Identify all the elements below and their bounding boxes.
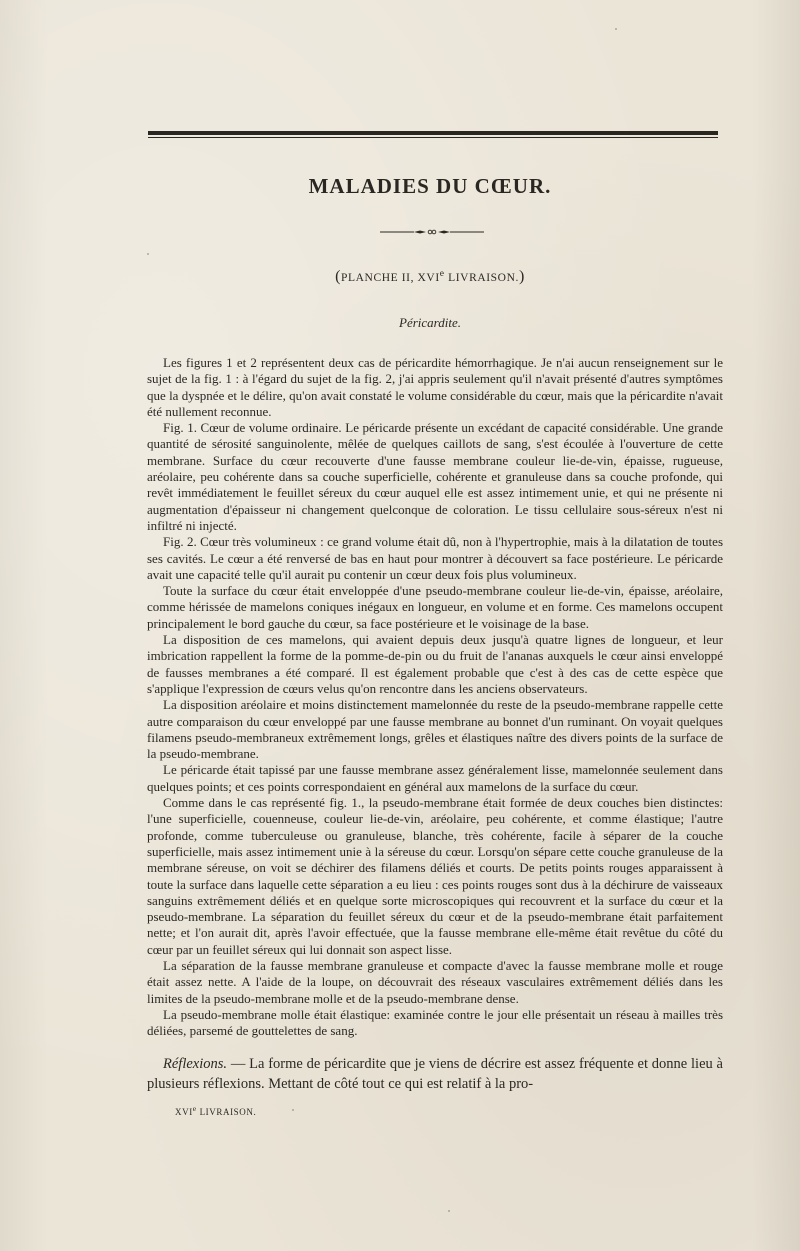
reflexions-text: — La forme de péricardite que je viens de décrire est assez fréquente et donne lieu à plusieurs réflexions. Mettant de côté tout ce qui est relatif à la pro-: [147, 1056, 723, 1092]
header-double-rule: [148, 131, 718, 138]
ornament-divider: [380, 228, 484, 236]
paragraph: Toute la surface du cœur était enveloppée d'une pseudo-membrane couleur lie-de-vin, épaisse, aréolaire, comme hérissée de mamelons coniques inégaux en longueur, en volume et en forme. Ces mamelons occupent principalement le bord gauche du cœur, sa face postérieure et le voisinage de la base.: [147, 583, 723, 631]
reflexions-paragraph: [147, 1054, 723, 1094]
signature-mark: XVIe LIVRAISON.: [175, 1104, 257, 1117]
paragraph: Le péricarde était tapissé par une fausse membrane assez généralement lisse, mamelonnée seulement dans quelques points; et ces points correspondaient en général aux mamelons de la surface du cœur.: [147, 762, 723, 794]
section-subtitle: Péricardite.: [399, 315, 461, 330]
paragraph: Fig. 1. Cœur de volume ordinaire. Le péricarde présente un excédant de capacité considérable. Une grande quantité de sérosité sanguinolente, mêlée de quelques caillots de sang, s'est écoulée à l'ouverture de cette membrane. Surface du cœur recouverte d'une fausse membrane couleur lie-de-vin, épaisse, rugueuse, aréolaire, peu cohérente dans sa couche superficielle, cohérente et granuleuse dans sa couche profonde, qui revêt immédiatement le feuillet séreux du cœur auquel elle est assez intimement unie, et qui ne présente ni augmentation d'épaisseur ni changement quelconque de coloration. Le tissu cellulaire sous-séreux n'est ni infiltré ni injecté.: [147, 420, 723, 533]
paragraph: Comme dans le cas représenté fig. 1., la pseudo-membrane était formée de deux couches bien distinctes: l'une superficielle, couenneuse, couleur lie-de-vin, aréolaire, peu cohérente, et comme élastique; l'autre profonde, comme tuberculeuse ou granuleuse, blanche, très cohérente, facile à séparer de la couche superficielle, mais assez intimement unie à la séreuse du cœur. Lorsqu'on sépare cette couche granuleuse de la membrane séreuse, on voit se déchirer des filamens déliés et courts. De petits points rouges apparaissent à toute la surface dans laquelle cette séparation a eu lieu : ces points rouges sont dus à la déchirure de vaisseaux sanguins extrêmement déliés et en quelque sorte microscopiques qui recouvrent et la surface du cœur et la pseudo-membrane. La séparation du feuillet séreux du cœur et de la pseudo-membrane était parfaitement nette; et l'on aurait dit, après l'avoir effectuée, que la fausse membrane elle-même était revêtue du côté du cœur par un feuillet séreux qui lui donnait son aspect lisse.: [147, 795, 723, 957]
body-text: [147, 355, 723, 1092]
paper-speck: [615, 28, 617, 30]
page-title: MALADIES DU CŒUR.: [308, 174, 552, 198]
paragraph: La disposition aréolaire et moins distinctement mamelonnée du reste de la pseudo-membrane rappelle cette autre comparaison du cœur enveloppé par une fausse membrane au bonnet d'un ruminant. On voyait quelques filamens pseudo-membraneux extrêmement longs, grêles et élastiques naître des divers points de la surface de la pseudo-membrane.: [147, 697, 723, 762]
reflexions-heading: Réflexions.: [163, 1056, 228, 1072]
paragraph: La disposition de ces mamelons, qui avaient depuis deux jusqu'à quatre lignes de longueur, et leur imbrication rappellent la forme de la pomme-de-pin ou du fruit de l'ananas auxquels le cœur ainsi enveloppé de fausses membranes a été comparé. Il est également probable que c'est à des cas de cette espèce que s'applique l'expression de cœurs velus qu'on rencontre dans les anciens observateurs.: [147, 632, 723, 696]
paper-speck: [448, 1210, 450, 1212]
planche-heading: (PLANCHE II, XVIe LIVRAISON.): [335, 268, 525, 285]
paragraph: La séparation de la fausse membrane granuleuse et compacte d'avec la fausse membrane molle et rouge était assez nette. A l'aide de la loupe, on découvrait des réseaux vasculaires extrêmement déliés dans les limites de la pseudo-membrane molle et de la pseudo-membrane dense.: [147, 957, 723, 1006]
paragraph: La pseudo-membrane molle était élastique: examinée contre le jour elle présentait un réseau à mailles très déliées, parsemé de gouttelettes de sang.: [147, 1006, 723, 1039]
paper-speck: [147, 253, 149, 255]
paper-speck: [292, 1109, 294, 1111]
paragraph: Fig. 2. Cœur très volumineux : ce grand volume était dû, non à l'hypertrophie, mais à la dilatation de toutes ses cavités. Le cœur a été renversé de bas en haut pour montrer à découvert sa face postérieure. Le péricarde avait une capacité telle qu'il aurait pu contenir un cœur deux fois plus volumineux.: [147, 534, 723, 582]
paragraph: Les figures 1 et 2 représentent deux cas de péricardite hémorrhagique. Je n'ai aucun renseignement sur le sujet de la fig. 1 : à l'égard du sujet de la fig. 2, j'ai appris seulement qu'il n'avait présenté d'autres symptômes que la dyspnée et le délire, qu'on avait constaté le volume considérable du cœur, mais que la péricardite n'avait été nullement reconnue.: [147, 355, 723, 419]
